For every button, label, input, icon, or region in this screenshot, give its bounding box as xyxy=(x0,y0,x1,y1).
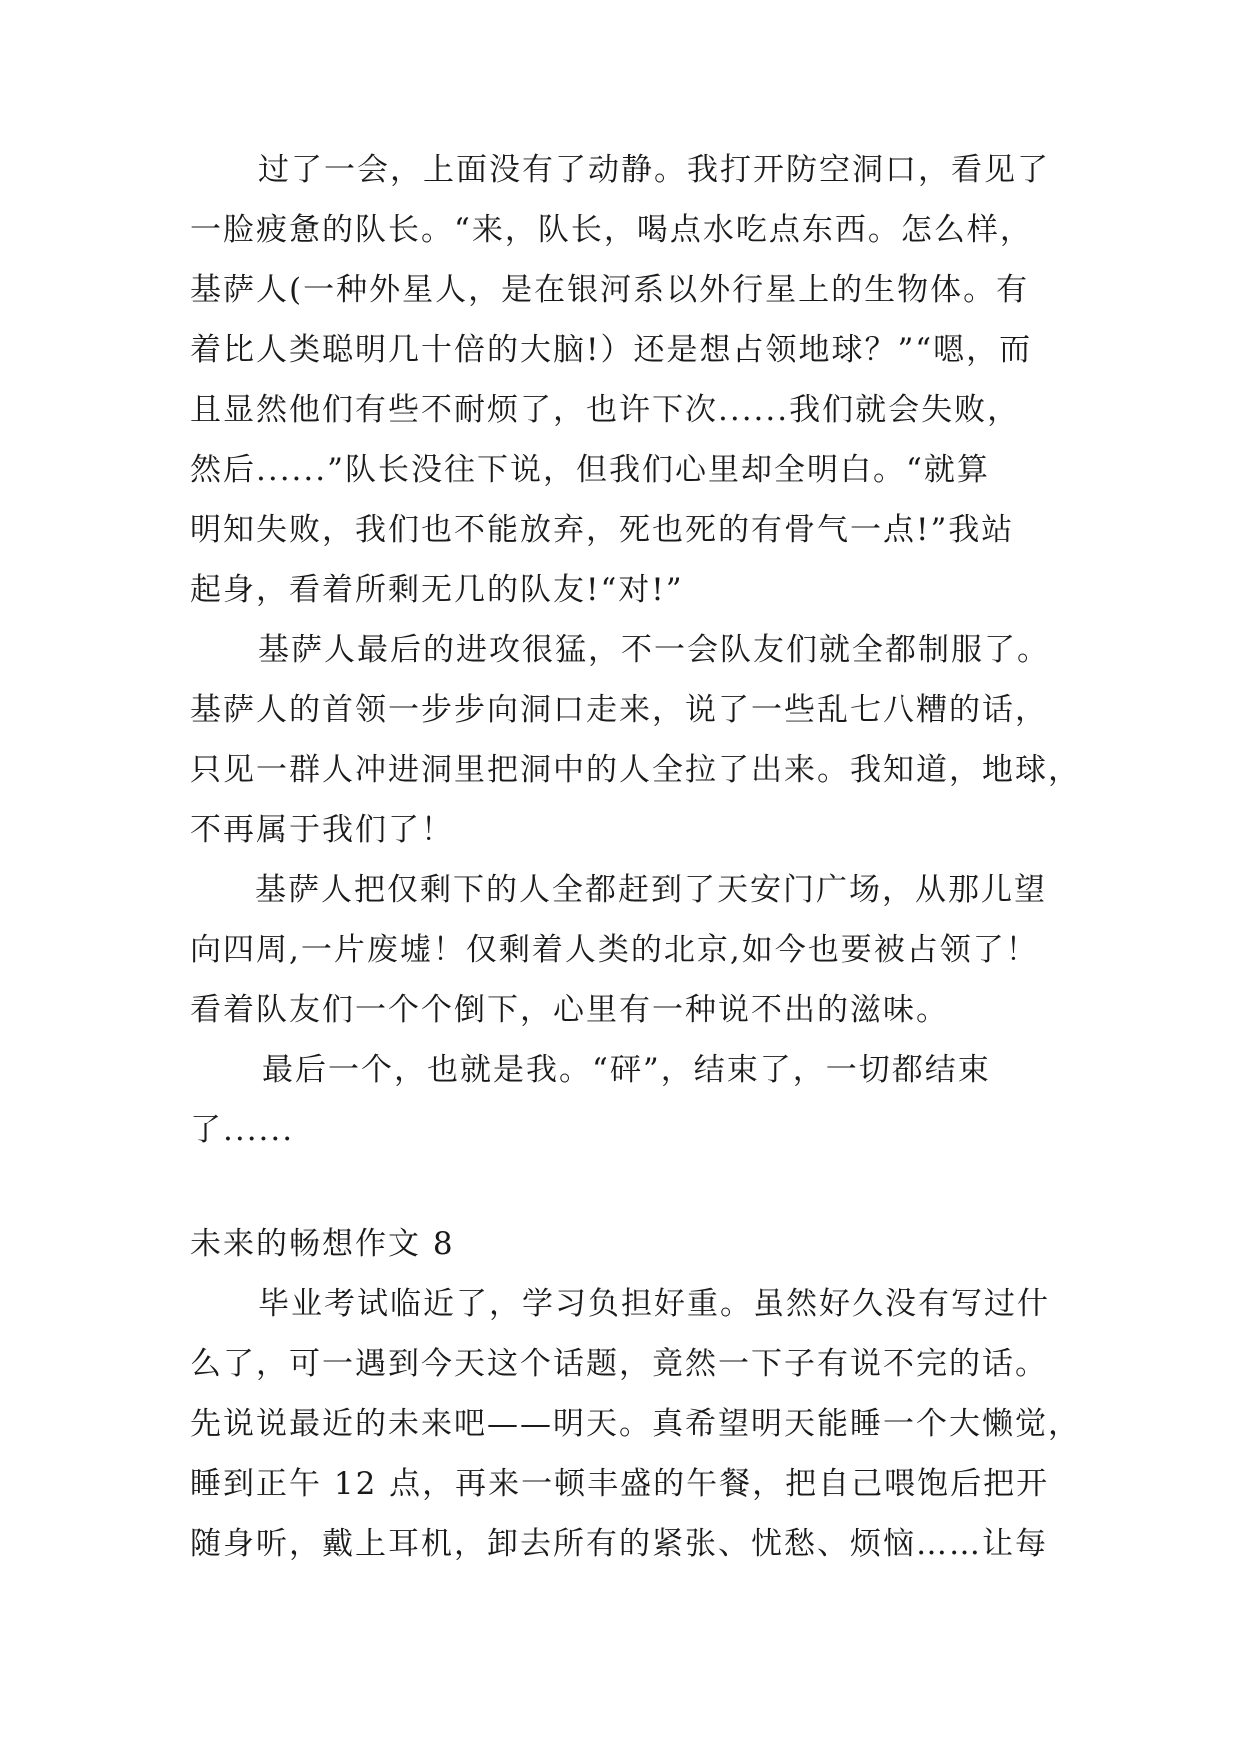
text-line: 先说说最近的未来吧——明天。真希望明天能睡一个大懒觉， xyxy=(190,1406,1081,1442)
text-line: 向四周,一片废墟！仅剩着人类的北京,如今也要被占领了！ xyxy=(190,932,1039,968)
text-line: 只见一群人冲进洞里把洞中的人全拉了出来。我知道，地球， xyxy=(190,752,1081,788)
text-line: 然后......”队长没往下说，但我们心里却全明白。“就算 xyxy=(190,452,990,488)
section-heading: 未来的畅想作文 8 xyxy=(190,1226,455,1262)
text-line: 且显然他们有些不耐烦了，也许下次......我们就会失败， xyxy=(190,392,1021,428)
text-line: 明知失败，我们也不能放弃，死也死的有骨气一点!”我站 xyxy=(190,512,1015,548)
text-line: 过了一会，上面没有了动静。我打开防空洞口，看见了 xyxy=(258,152,1050,188)
text-line: 基萨人的首领一步步向洞口走来，说了一些乱七八糟的话， xyxy=(190,692,1048,728)
text-line: 基萨人最后的进攻很猛，不一会队友们就全都制服了。 xyxy=(258,632,1050,668)
text-line: 睡到正午 12 点，再来一顿丰盛的午餐，把自己喂饱后把开 xyxy=(190,1466,1050,1502)
text-line: 随身听，戴上耳机，卸去所有的紧张、忧愁、烦恼……让每 xyxy=(190,1526,1048,1562)
text-line: 基萨人把仅剩下的人全都赶到了天安门广场，从那儿望 xyxy=(255,872,1047,908)
text-line: 不再属于我们了！ xyxy=(190,812,454,848)
text-line: 么了，可一遇到今天这个话题，竟然一下子有说不完的话。 xyxy=(190,1346,1048,1382)
text-line: 着比人类聪明几十倍的大脑!）还是想占领地球？”“嗯，而 xyxy=(190,332,1033,368)
text-line: 一脸疲惫的队长。“来，队长，喝点水吃点东西。怎么样， xyxy=(190,212,1033,248)
text-line: 了...... xyxy=(190,1112,295,1148)
text-line: 起身，看着所剩无几的队友!“对!” xyxy=(190,572,684,608)
text-line: 基萨人(一种外星人，是在银河系以外行星上的生物体。有 xyxy=(190,272,1030,308)
text-line: 最后一个，也就是我。“砰”，结束了，一切都结束 xyxy=(262,1052,991,1088)
text-line: 看着队友们一个个倒下，心里有一种说不出的滋味。 xyxy=(190,992,949,1028)
text-line: 毕业考试临近了，学习负担好重。虽然好久没有写过什 xyxy=(258,1286,1050,1322)
